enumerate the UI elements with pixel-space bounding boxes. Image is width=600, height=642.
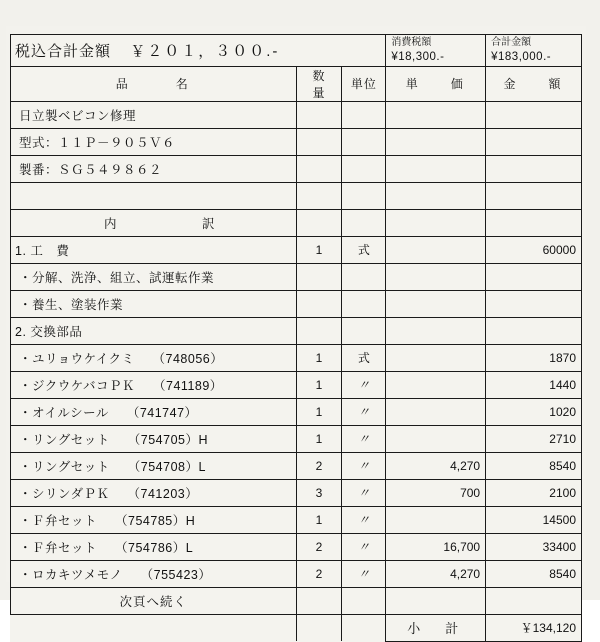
row-description <box>11 155 297 182</box>
row-unit-price <box>386 290 486 317</box>
row-amount <box>486 209 582 236</box>
row-quantity: 1 <box>296 371 342 398</box>
row-unit-price: 700 <box>386 479 486 506</box>
table-row <box>11 425 582 452</box>
row-amount: 2100 <box>486 479 582 506</box>
row-description-text: ・リングセット <box>19 432 110 447</box>
table-row <box>11 506 582 533</box>
row-description <box>11 452 297 479</box>
row-amount: 8540 <box>486 452 582 479</box>
row-unit-price <box>386 155 486 182</box>
row-part-code: （741747） <box>126 405 198 420</box>
column-header-row <box>11 66 582 101</box>
continue-row <box>11 587 582 614</box>
column-header-unit: 単位 <box>342 66 386 101</box>
row-description-text: 2. 交換部品 <box>15 324 83 339</box>
row-description <box>11 128 297 155</box>
row-description-text: ・分解、洗浄、組立、試運転作業 <box>19 270 215 285</box>
row-description-text: 日立製ベビコン修理 <box>19 108 137 123</box>
continue-price-cell <box>386 587 486 614</box>
row-quantity <box>296 290 342 317</box>
net-total-value: ¥183,000.- <box>491 50 552 63</box>
row-description <box>11 533 297 560</box>
spacer-desc-cell <box>11 614 297 641</box>
row-amount <box>486 155 582 182</box>
column-header-quantity: 数 量 <box>296 66 342 101</box>
row-amount: 1870 <box>486 344 582 371</box>
table-row <box>11 263 582 290</box>
table-row <box>11 452 582 479</box>
row-unit-price <box>386 371 486 398</box>
row-amount: 8540 <box>486 560 582 587</box>
net-total-label: 合計金額 <box>491 37 532 48</box>
row-part-code: （755423） <box>140 567 212 582</box>
table-row <box>11 236 582 263</box>
table-row <box>11 479 582 506</box>
row-description-text: ・オイルシール <box>19 405 109 420</box>
row-unit: 〃 <box>342 425 386 452</box>
row-quantity <box>296 182 342 209</box>
row-amount <box>486 182 582 209</box>
invoice-body <box>11 101 582 587</box>
grand-total-amount: ￥２０１，３００.- <box>130 42 280 60</box>
row-amount: 1020 <box>486 398 582 425</box>
row-description-text: ・シリンダＰＫ <box>19 486 110 501</box>
row-unit-price <box>386 236 486 263</box>
row-part-code: （741189） <box>153 378 223 393</box>
table-row <box>11 398 582 425</box>
row-amount: 60000 <box>486 236 582 263</box>
row-quantity <box>296 317 342 344</box>
row-quantity: 1 <box>296 506 342 533</box>
table-row <box>11 344 582 371</box>
column-header-unit-price: 単 価 <box>386 66 486 101</box>
row-amount <box>486 263 582 290</box>
row-description <box>11 317 297 344</box>
row-description <box>11 560 297 587</box>
row-amount <box>486 128 582 155</box>
row-amount <box>486 317 582 344</box>
row-description-text: ・Ｆ弁セット <box>19 540 98 555</box>
row-description <box>11 101 297 128</box>
row-description <box>11 479 297 506</box>
net-total-cell <box>486 35 582 67</box>
tax-amount-label: 消費税額 <box>391 37 432 48</box>
subtotal-value: ￥134,120 <box>486 614 582 641</box>
table-row <box>11 182 582 209</box>
grand-total-cell <box>11 35 386 67</box>
row-unit: 〃 <box>342 533 386 560</box>
row-part-code: （741203） <box>127 486 199 501</box>
row-quantity <box>296 101 342 128</box>
row-unit-price: 4,270 <box>386 560 486 587</box>
row-unit-price <box>386 317 486 344</box>
row-unit: 〃 <box>342 560 386 587</box>
row-description-text: 内 訳 <box>104 216 227 231</box>
row-description <box>11 209 297 236</box>
row-description-text: ・ロカキツメモノ <box>19 567 123 582</box>
row-amount <box>486 290 582 317</box>
header-row <box>11 35 582 67</box>
row-unit: 〃 <box>342 506 386 533</box>
row-description-text: 型式：１１Ｐ－９０５Ｖ６ <box>19 135 176 150</box>
row-quantity: 2 <box>296 452 342 479</box>
table-row <box>11 209 582 236</box>
row-unit <box>342 182 386 209</box>
row-unit-price <box>386 506 486 533</box>
row-description-text: 製番：ＳＧ５４９８６２ <box>19 162 163 177</box>
continue-amount-cell <box>486 587 582 614</box>
row-unit: 式 <box>342 236 386 263</box>
row-description <box>11 425 297 452</box>
row-unit <box>342 155 386 182</box>
row-unit <box>342 290 386 317</box>
subtotal-label: 小 計 <box>386 614 486 641</box>
row-quantity: 1 <box>296 425 342 452</box>
row-description-text: ・ジクウケバコＰＫ <box>19 378 136 393</box>
row-amount: 2710 <box>486 425 582 452</box>
row-unit <box>342 209 386 236</box>
row-amount: 1440 <box>486 371 582 398</box>
row-description <box>11 290 297 317</box>
row-amount <box>486 101 582 128</box>
row-unit: 〃 <box>342 371 386 398</box>
row-part-code: （748056） <box>152 351 224 366</box>
table-row <box>11 128 582 155</box>
row-unit-price: 16,700 <box>386 533 486 560</box>
row-description <box>11 236 297 263</box>
row-quantity: 3 <box>296 479 342 506</box>
grand-total-label: 税込合計金額 <box>15 42 112 60</box>
row-unit <box>342 263 386 290</box>
row-part-code: （754708）L <box>127 459 206 474</box>
row-description <box>11 263 297 290</box>
row-unit <box>342 317 386 344</box>
table-row <box>11 317 582 344</box>
row-unit <box>342 101 386 128</box>
row-quantity: 2 <box>296 560 342 587</box>
row-description <box>11 182 297 209</box>
row-unit: 〃 <box>342 398 386 425</box>
row-description <box>11 371 297 398</box>
table-row <box>11 290 582 317</box>
table-row <box>11 155 582 182</box>
row-unit-price: 4,270 <box>386 452 486 479</box>
invoice-footer <box>11 587 582 641</box>
row-part-code: （754786）L <box>115 540 194 555</box>
row-description <box>11 506 297 533</box>
row-description-text: ・養生、塗装作業 <box>19 297 124 312</box>
row-unit-price <box>386 344 486 371</box>
row-part-code: （754785）H <box>115 513 196 528</box>
row-part-code: （754705）H <box>127 432 209 447</box>
row-description <box>11 398 297 425</box>
row-description-text: ・リングセット <box>19 459 110 474</box>
table-row <box>11 101 582 128</box>
row-unit <box>342 128 386 155</box>
row-quantity <box>296 209 342 236</box>
row-unit-price <box>386 128 486 155</box>
row-quantity: 2 <box>296 533 342 560</box>
row-unit: 〃 <box>342 479 386 506</box>
spacer-qty-cell <box>296 614 342 641</box>
row-description-text: 1. 工 費 <box>15 243 70 258</box>
row-quantity <box>296 155 342 182</box>
row-unit-price <box>386 398 486 425</box>
row-unit-price <box>386 263 486 290</box>
row-description <box>11 344 297 371</box>
row-description-text: ・ユリョウケイクミ <box>19 351 135 366</box>
row-quantity: 1 <box>296 344 342 371</box>
row-quantity <box>296 128 342 155</box>
row-unit: 〃 <box>342 452 386 479</box>
tax-amount-cell <box>386 35 486 67</box>
row-quantity <box>296 263 342 290</box>
spacer-unit-cell <box>342 614 386 641</box>
tax-amount-value: ¥18,300.- <box>391 50 445 63</box>
continue-qty-cell <box>296 587 342 614</box>
column-header-amount: 金 額 <box>486 66 582 101</box>
row-quantity: 1 <box>296 236 342 263</box>
table-row <box>11 533 582 560</box>
row-unit-price <box>386 425 486 452</box>
row-unit-price <box>386 182 486 209</box>
invoice-table <box>10 34 582 642</box>
table-row <box>11 371 582 398</box>
row-description-text: ・Ｆ弁セット <box>19 513 98 528</box>
row-unit: 式 <box>342 344 386 371</box>
column-header-description: 品 名 <box>11 66 297 101</box>
row-unit-price <box>386 209 486 236</box>
row-unit-price <box>386 101 486 128</box>
row-amount: 33400 <box>486 533 582 560</box>
row-amount: 14500 <box>486 506 582 533</box>
continue-unit-cell <box>342 587 386 614</box>
spacer-row <box>11 614 582 641</box>
row-quantity: 1 <box>296 398 342 425</box>
continue-label: 次頁へ続く <box>11 587 297 614</box>
table-row <box>11 560 582 587</box>
